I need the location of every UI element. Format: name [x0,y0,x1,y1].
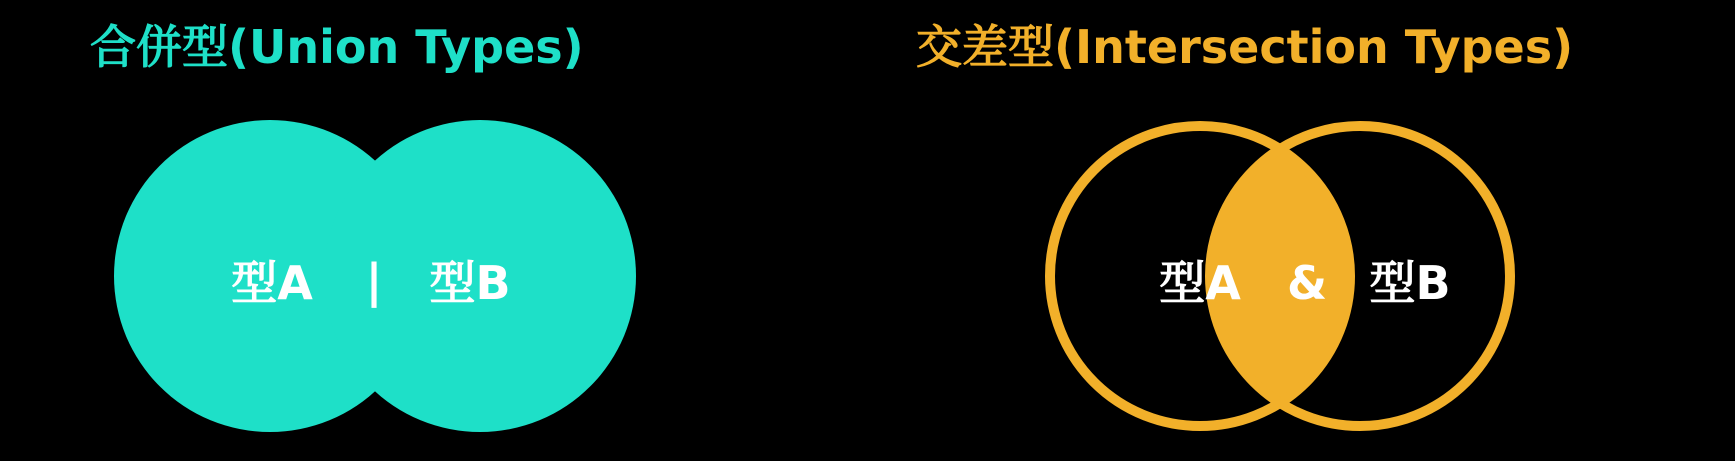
intersection-operator: & [1286,256,1328,310]
union-type-b-label: 型B [429,256,511,310]
union-panel [90,20,636,432]
union-operator: | [365,254,383,308]
intersection-type-b-label: 型B [1369,256,1451,310]
intersection-panel [916,20,1573,426]
intersection-title: 交差型(Intersection Types) [916,20,1574,74]
intersection-type-a-label: 型A [1159,256,1241,310]
union-title: 合併型(Union Types) [90,20,584,74]
union-type-a-label: 型A [231,256,313,310]
